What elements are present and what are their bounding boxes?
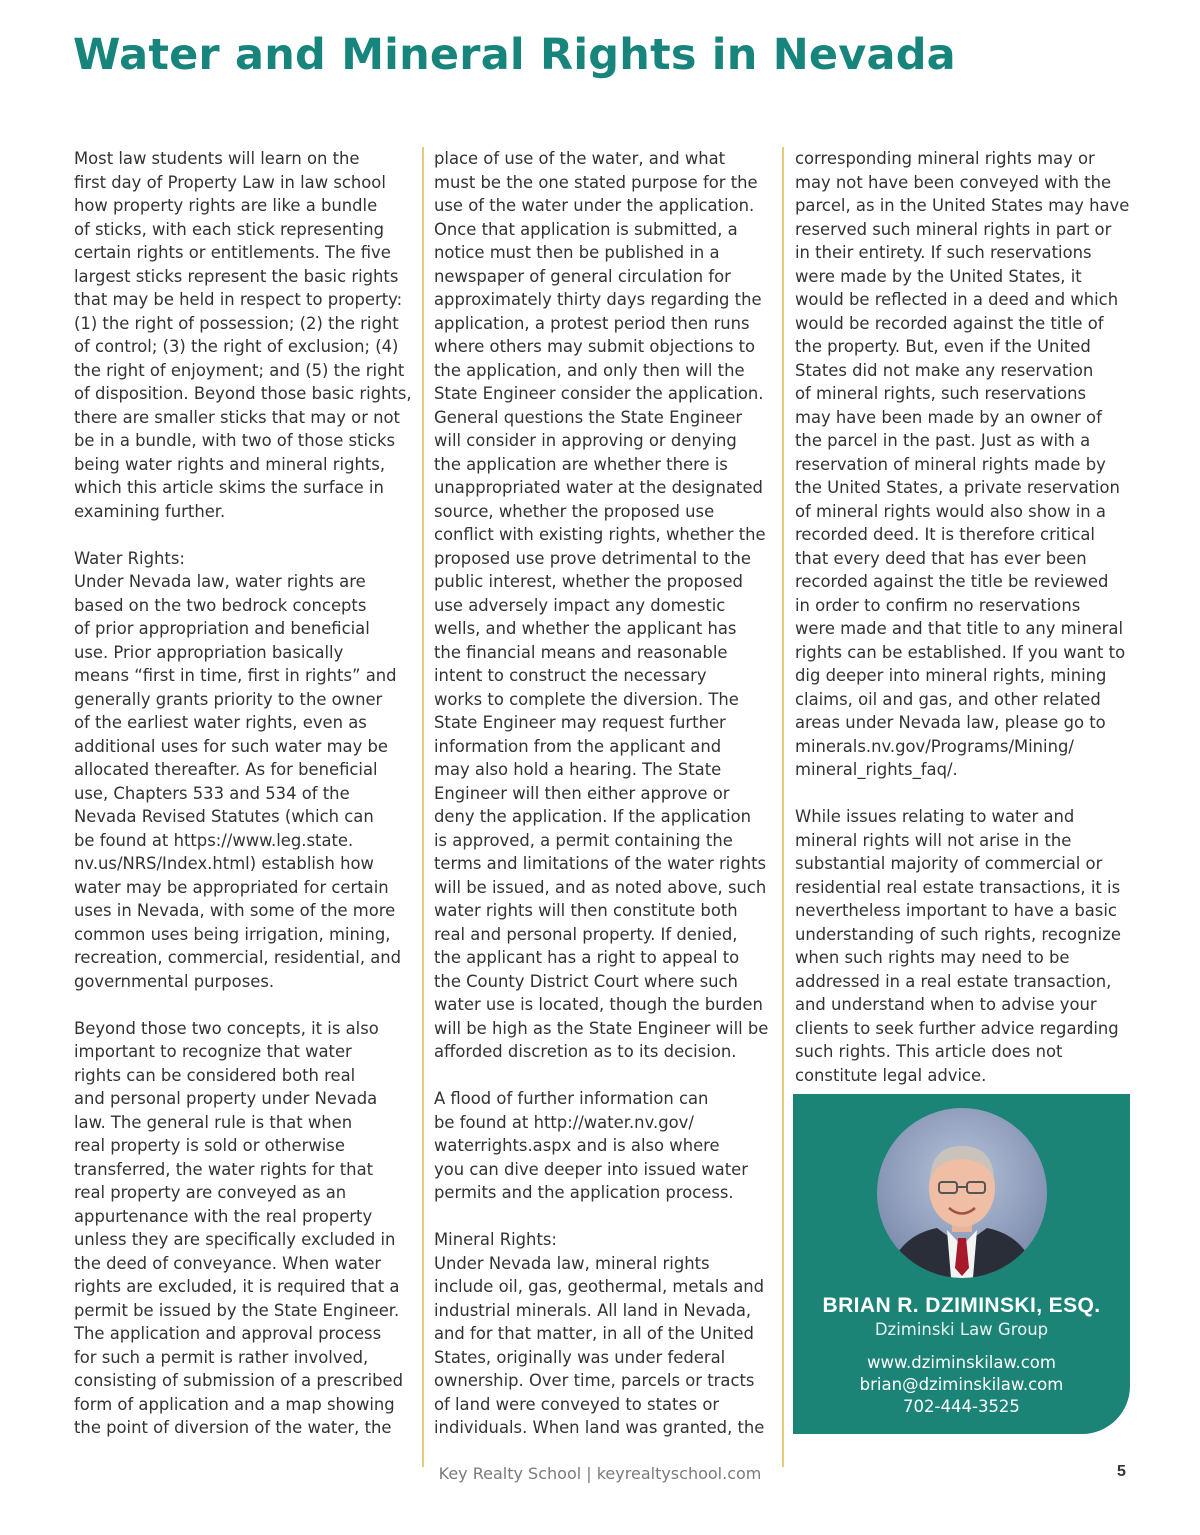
author-photo — [877, 1108, 1047, 1278]
author-website-link[interactable]: www.dziminskilaw.com — [867, 1353, 1056, 1372]
paragraph: A flood of further information can be found at http://water.nv.gov/ waterrights.aspx and is also where you can dive deeper into issued water permits and the application process. — [434, 1089, 748, 1202]
author-phone: 702-444-3525 — [903, 1397, 1020, 1416]
article-column-1 — [74, 147, 419, 1440]
paragraph: Beyond those two concepts, it is also important to recognize that water rights can be considered both real and personal property under Nevada law. The general rule is that when real property is sold or otherwise transferred, the water rights for that real property are conveyed as an appurtenance with the real property unless they are specifically excluded in the deed of conveyance. When water rights are excluded, it is required that a permit be issued by the State Engineer. The application and approval process for such a permit is rather involved, consisting of submission of a prescribed form of application and a map showing the point of diversion of the water, the — [74, 1018, 404, 1437]
article-title: Water and Mineral Rights in Nevada — [73, 30, 956, 80]
page-footer: Key Realty School | keyrealtyschool.com — [438, 1464, 762, 1483]
paragraph: place of use of the water, and what must be the one stated purpose for the use of the water under the application. Once that application is submitted, a notice must then be published in a newspaper of general circulation for approximately thirty days regarding the application, a protest period then runs where others may submit objections to the application, and only then will the State Engineer consider the application. General questions the State Engineer will consider in approving or denying the application are whether there is unappropriated water at the designated source, whether the proposed use conflict with existing rights, whether the proposed use prove detrimental to the public interest, whether the proposed use adversely impact any domestic wells, and whether the applicant has the financial means and reasonable intent to construct the necessary works to complete the diversion. The State Engineer may request further information from the applicant and may also hold a hearing. The State Engineer will then either approve or deny the application. If the application is approved, a permit containing the terms and limitations of the water rights will be issued, and as noted above, such water rights will then constitute both real and personal property. If denied, the applicant has a right to appeal to the County District Court where such water use is located, though the burden will be high as the State Engineer will be afforded discretion as to its decision. — [434, 149, 769, 1061]
author-portrait-icon — [877, 1108, 1047, 1278]
column-divider — [782, 147, 784, 1467]
paragraph: Most law students will learn on the first day of Property Law in law school how property rights are like a bundle of sticks, with each stick representing certain rights or entitlements. The five largest sticks represent the basic rights that may be held in respect to property: (1) the right of possession; (2) the right of control; (3) the right of exclusion; (4) the right of enjoyment; and (5) the right of disposition. Beyond those basic rights, there are smaller sticks that may or not be in a bundle, with two of those sticks being water rights and mineral rights, which this article skims the surface in examining further. — [74, 149, 412, 521]
paragraph: While issues relating to water and mineral rights will not arise in the substantial majority of commercial or residential real estate transactions, it is nevertheless important to have a basic understanding of such rights, recognize when such rights may need to be addressed in a real estate transaction, and understand when to advise your clients to seek further advice regarding such rights. This article does not constitute legal advice. — [795, 807, 1121, 1085]
author-name: BRIAN R. DZIMINSKI, ESQ. — [822, 1294, 1101, 1317]
author-email-link[interactable]: brian@dziminskilaw.com — [859, 1375, 1064, 1394]
author-firm: Dziminski Law Group — [874, 1320, 1049, 1339]
article-column-3 — [795, 147, 1140, 1087]
author-bio-box — [793, 1094, 1130, 1434]
article-column-2 — [434, 147, 779, 1440]
column-divider — [422, 147, 424, 1467]
paragraph: Mineral Rights: Under Nevada law, mineral rights include oil, gas, geothermal, metals and industrial minerals. All land in Nevada, and for that matter, in all of the United States, originally was under federal ownership. Over time, parcels or tracts of land were conveyed to states or individuals. When land was granted, the — [434, 1230, 765, 1437]
paragraph: corresponding mineral rights may or may not have been conveyed with the parcel, as in the United States may have reserved such mineral rights in part or in their entirety. If such reservations were made by the United States, it would be reflected in a deed and which would be recorded against the title of the property. But, even if the United States did not make any reservation of mineral rights, such reservations may have been made by an owner of the parcel in the past. Just as with a reservation of mineral rights made by the United States, a private reservation of mineral rights would also show in a recorded deed. It is therefore critical that every deed that has ever been recorded against the title be reviewed in order to confirm no reservations were made and that title to any mineral rights can be established. If you want to dig deeper into mineral rights, mining claims, oil and gas, and other related areas under Nevada law, please go to minerals.nv.gov/Programs/Mining/ mineral_rights_faq/. — [795, 149, 1130, 779]
page-number: 5 — [1117, 1463, 1126, 1480]
paragraph: Water Rights: Under Nevada law, water rights are based on the two bedrock concepts of prior appropriation and beneficial use. Prior appropriation basically means “first in time, first in rights” and generally grants priority to the owner of the earliest water rights, even as additional uses for such water may be allocated thereafter. As for beneficial use, Chapters 533 and 534 of the Nevada Revised Statutes (which can be found at https://www.leg.state. nv.us/NRS/Index.html) establish how water may be appropriated for certain uses in Nevada, with some of the more common uses being irrigation, mining, recreation, commercial, residential, and governmental purposes. — [74, 548, 402, 991]
